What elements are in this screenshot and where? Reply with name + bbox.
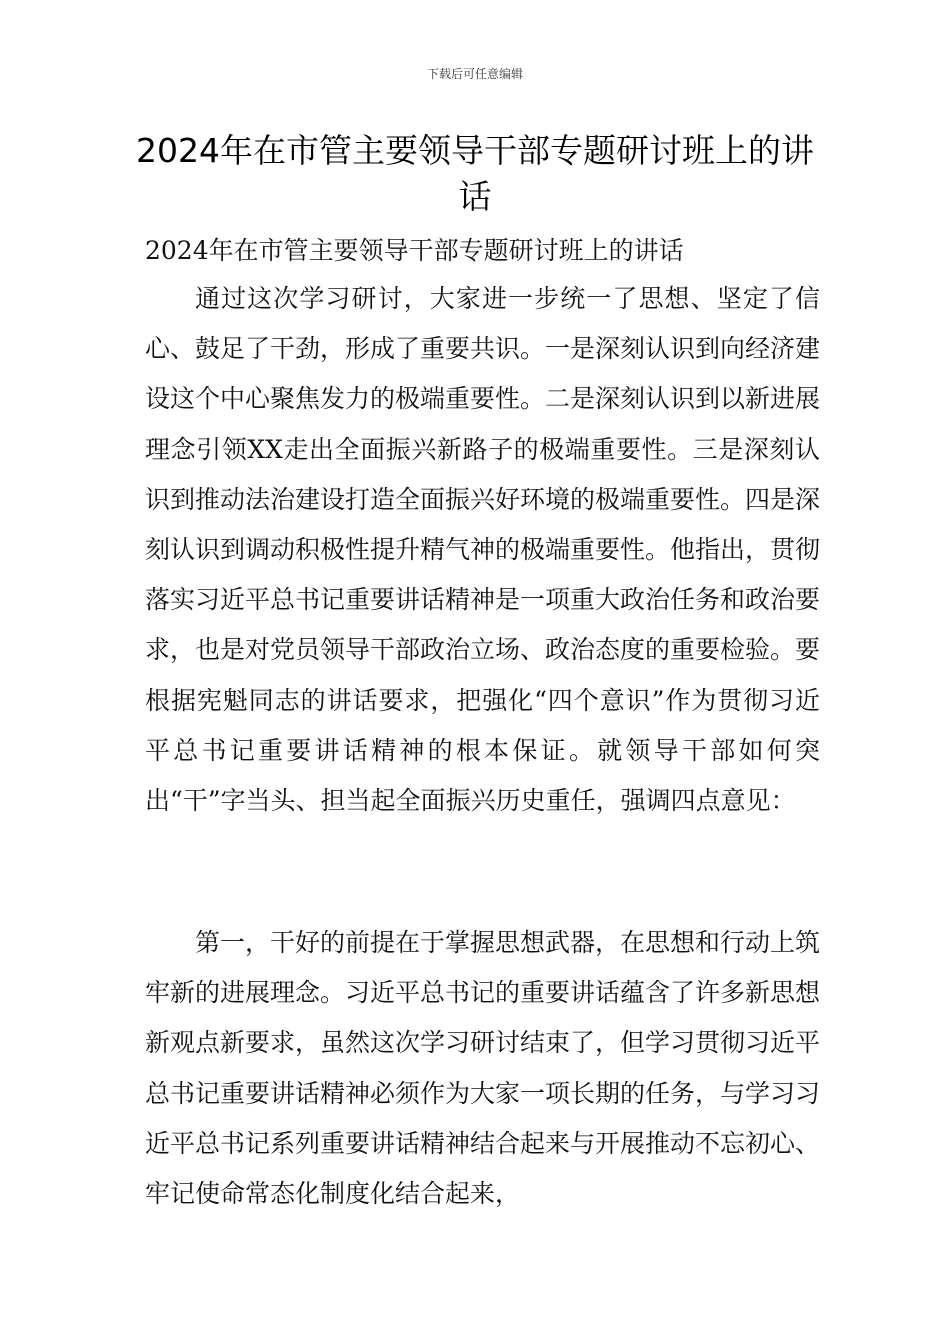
paragraph-block-1 — [145, 274, 820, 826]
paragraph-block-2 — [145, 918, 820, 1219]
body-paragraph: 通过这次学习研讨，大家进一步统一了思想、坚定了信心、鼓足了干劲，形成了重要共识。一是深刻认识到向经济建设这个中心聚焦发力的极端重要性。二是深刻认识到以新进展理念引领XX走出全面振兴新路子的极端重要性。三是深刻认识到推动法治建设打造全面振兴好环境的极端重要性。四是深刻认识到调动积极性提升精气神的极端重要性。他指出，贯彻落实习近平总书记重要讲话精神是一项重大政治任务和政治要求，也是对党员领导干部政治立场、政治态度的重要检验。要根据宪魁同志的讲话要求，把强化“四个意识”作为贯彻习近平总书记重要讲话精神的根本保证。就领导干部如何突出“干”字当头、担当起全面振兴历史重任，强调四点意见： — [145, 284, 821, 816]
header-note: 下载后可任意编辑 — [426, 67, 523, 81]
document-subtitle: 2024年在市管主要领导干部专题研讨班上的讲话 — [145, 236, 684, 265]
document-title: 2024年在市管主要领导干部专题研讨班上的讲话 — [136, 131, 814, 216]
body-paragraph: 第一，干好的前提在于掌握思想武器，在思想和行动上筑牢新的进展理念。习近平总书记的重要讲话蕴含了许多新思想新观点新要求，虽然这次学习研讨结束了，但学习贯彻习近平总书记重要讲话精神必须作为大家一项长期的任务，与学习习近平总书记系列重要讲话精神结合起来与开展推动不忘初心、牢记使命常态化制度化结合起来， — [145, 928, 821, 1209]
